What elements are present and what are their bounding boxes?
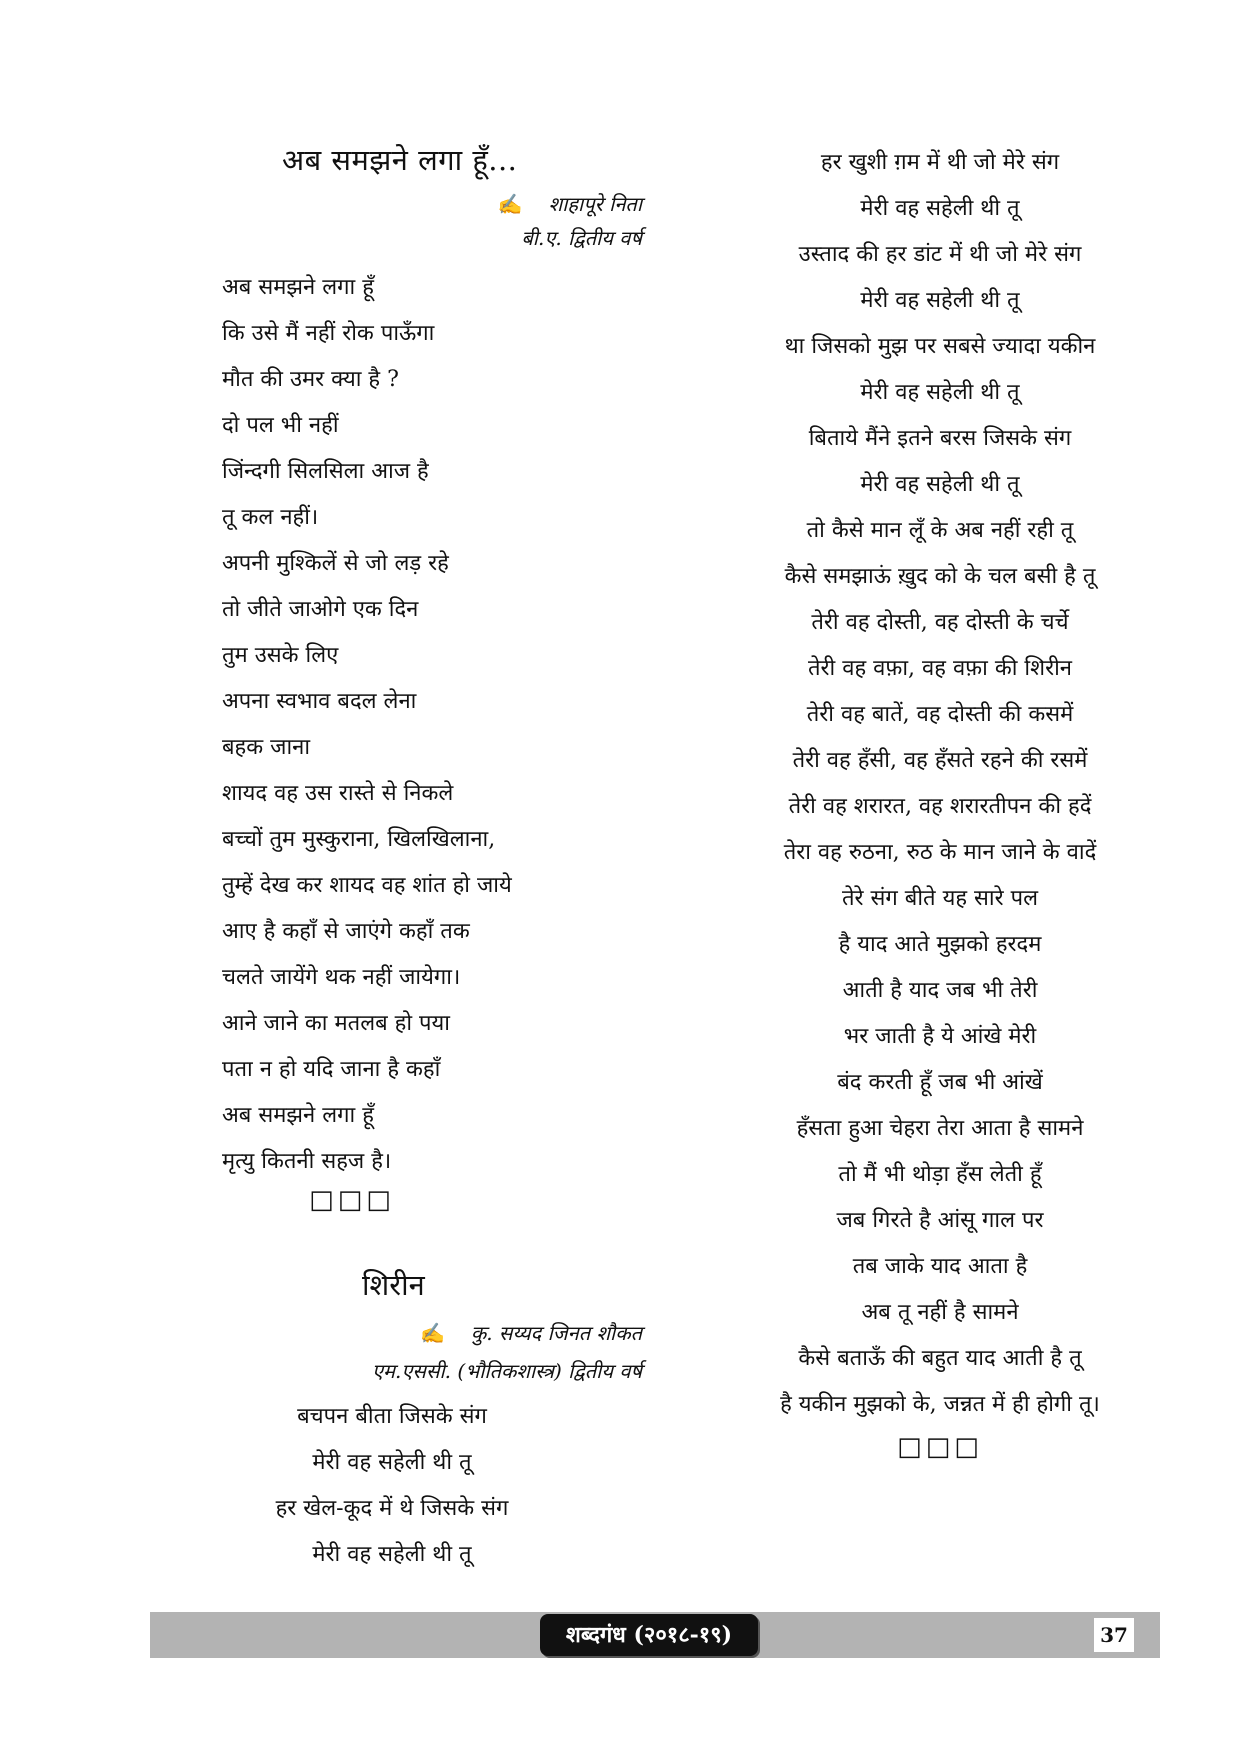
poem-line: तुम उसके लिए: [222, 643, 339, 668]
poem-line: था जिसको मुझ पर सबसे ज्यादा यकीन: [784, 334, 1096, 359]
poem-line: कैसे समझाऊं ख़ुद को के चल बसी है तू: [784, 564, 1096, 589]
poem-line: भर जाती है ये आंखे मेरी: [843, 1024, 1037, 1049]
poem2-author-name: कु. सय्यद जिनत शौकत: [470, 1321, 642, 1345]
poem-line: तब जाके याद आता है: [852, 1254, 1028, 1279]
poem-line: तेरी वह वफ़ा, वह वफ़ा की शिरीन: [808, 656, 1072, 681]
poem-line: शायद वह उस रास्ते से निकले: [222, 781, 454, 806]
poem1-author-class: बी.ए. द्वितीय वर्ष: [521, 226, 642, 250]
right-column: [700, 140, 1180, 1462]
poem-line: अब समझने लगा हूँ: [222, 1103, 374, 1128]
poem-line: मेरी वह सहेली थी तू: [312, 1450, 472, 1475]
poem-line: मृत्यु कितनी सहज है।: [222, 1149, 392, 1174]
poem-line: आने जाने का मतलब हो पया: [222, 1011, 450, 1036]
poem-line: पता न हो यदि जाना है कहाँ: [222, 1057, 441, 1082]
poem-line: दो पल भी नहीं: [222, 413, 339, 438]
poem-line: तुम्हें देख कर शायद वह शांत हो जाये: [222, 873, 512, 898]
poem-line: तेरे संग बीते यह सारे पल: [842, 886, 1038, 911]
poem1-body: [222, 265, 642, 1185]
poem-line: अपनी मुश्किलें से जो लड़ रहे: [222, 551, 449, 576]
poem-line: तू कल नहीं।: [222, 505, 319, 530]
poem-line: मेरी वह सहेली थी तू: [860, 288, 1020, 313]
poem-line: मेरी वह सहेली थी तू: [860, 380, 1020, 405]
poem-line: बचपन बीता जिसके संग: [297, 1404, 487, 1429]
poem-line: मेरी वह सहेली थी तू: [312, 1542, 472, 1567]
poem1-author-block: [222, 187, 642, 255]
poem-line: मेरी वह सहेली थी तू: [860, 196, 1020, 221]
footer-title: शब्दगंध (२०१८-१९): [540, 1614, 758, 1656]
poem-line: तो जीते जाओगे एक दिन: [222, 597, 419, 622]
poem2-title: शिरीन: [362, 1268, 425, 1302]
poem1-end-mark: □□□: [309, 1185, 395, 1215]
poem-line: जिंन्दगी सिलसिला आज है: [222, 459, 429, 484]
poem-line: अब तू नहीं है सामने: [861, 1300, 1019, 1325]
poem-line: है याद आते मुझको हरदम: [838, 932, 1042, 957]
poem-line: तेरी वह शरारत, वह शरारतीपन की हदें: [788, 794, 1092, 819]
poem-line: कैसे बताऊँ की बहुत याद आती है तू: [798, 1346, 1082, 1371]
poem-line: आती है याद जब भी तेरी: [842, 978, 1038, 1003]
poem-line: आए है कहाँ से जाएंगे कहाँ तक: [222, 919, 470, 944]
poem-line: है यकीन मुझको के, जन्नत में ही होगी तू।: [780, 1392, 1100, 1417]
poem-line: तेरी वह हँसी, वह हँसते रहने की रसमें: [792, 748, 1088, 773]
poem-line: बंद करती हूँ जब भी आंखें: [837, 1070, 1043, 1095]
poem2-body-left: [222, 1394, 562, 1578]
poem2-end-mark: □□□: [897, 1432, 983, 1462]
poem-line: मौत की उमर क्या है ?: [222, 367, 399, 392]
pen-icon: ✍: [497, 192, 523, 216]
poem-line: अब समझने लगा हूँ: [222, 275, 374, 300]
poem-line: तेरी वह दोस्ती, वह दोस्ती के चर्चे: [811, 610, 1069, 635]
poem-line: जब गिरते है आंसू गाल पर: [836, 1208, 1044, 1233]
poem-line: तेरा वह रुठना, रुठ के मान जाने के वादें: [783, 840, 1097, 865]
poem1-author-name: शाहापूरे निता: [548, 192, 642, 216]
poem2-body-right: [700, 140, 1180, 1428]
pen-icon: ✍: [419, 1321, 445, 1345]
poem-line: हँसता हुआ चेहरा तेरा आता है सामने: [796, 1116, 1084, 1141]
poem-line: तो कैसे मान लूँ के अब नहीं रही तू: [806, 518, 1074, 543]
poem-line: उस्ताद की हर डांट में थी जो मेरे संग: [798, 242, 1082, 267]
poem2-author-block: [222, 1314, 642, 1390]
poem-line: तो मैं भी थोड़ा हँस लेती हूँ: [838, 1162, 1042, 1187]
poem-line: अपना स्वभाव बदल लेना: [222, 689, 417, 714]
poem-line: बच्चों तुम मुस्कुराना, खिलखिलाना,: [222, 827, 496, 852]
page-number: 37: [1094, 1618, 1134, 1652]
poem-line: तेरी वह बातें, वह दोस्ती की कसमें: [806, 702, 1074, 727]
poem2-author-class: एम.एससी. (भौतिकशास्त्र) द्वितीय वर्ष: [371, 1359, 642, 1383]
poem2-author-name-row: [222, 1314, 642, 1352]
poem1-author-name-row: [222, 187, 642, 221]
poem1-title: अब समझने लगा हूँ...: [282, 143, 518, 177]
poem-line: हर खुशी ग़म में थी जो मेरे संग: [820, 150, 1060, 175]
poem-line: बिताये मैंने इतने बरस जिसके संग: [808, 426, 1072, 451]
poem-line: मेरी वह सहेली थी तू: [860, 472, 1020, 497]
left-column: [222, 140, 642, 1578]
poem-line: कि उसे मैं नहीं रोक पाऊँगा: [222, 321, 435, 346]
poem-line: बहक जाना: [222, 735, 311, 760]
page-footer: [150, 1612, 1160, 1658]
poem-line: चलते जायेंगे थक नहीं जायेगा।: [222, 965, 461, 990]
poem-line: हर खेल-कूद में थे जिसके संग: [275, 1496, 509, 1521]
